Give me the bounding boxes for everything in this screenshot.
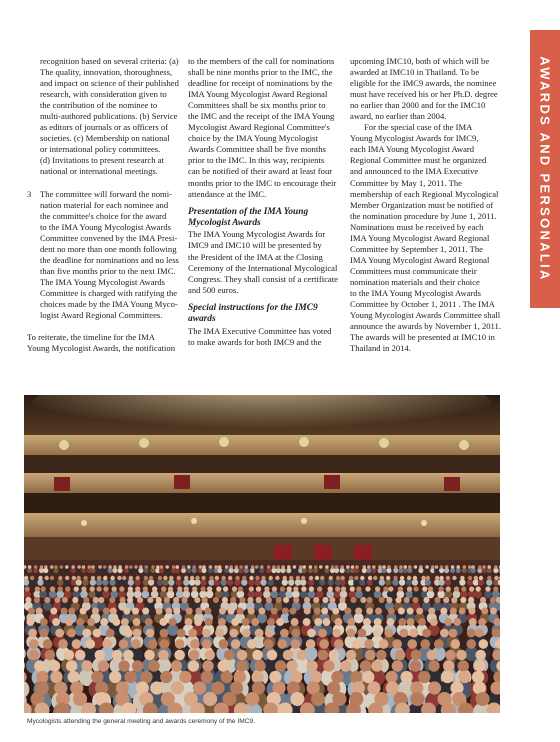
text-line: Congress. They shall consist of a certificate [188, 273, 338, 284]
text-line: Committees must communicate their [350, 265, 477, 276]
text-line: months prior to the IMC to encourage their [188, 177, 337, 188]
photo-caption: Mycologists attending the general meeting and awards ceremony of the IMC9. [27, 718, 255, 725]
numbered-item-3 [27, 189, 179, 322]
text-line: and announced to the IMA Executive [350, 166, 479, 177]
text-line: Regional Committee must be organized [350, 155, 487, 166]
text-line: nation material for each nominee and [40, 199, 169, 210]
text-line: awarded at IMC10 in Thailand. To be [350, 67, 480, 78]
text-line: deadline for receipt of nominations by the [188, 78, 333, 89]
text-line: or international policy committees. [40, 144, 161, 155]
text-line: IMA Young Mycologist Award Regional [188, 89, 328, 100]
text-line: Committee convened by the IMA Presi- [40, 232, 178, 243]
heading-line: awards [188, 314, 216, 325]
text-line: and impact on science of their published [40, 78, 179, 89]
text-line: nomination materials and their choice [350, 276, 480, 287]
text-line: Nominations must be received by each [350, 221, 484, 232]
text-line: Committee by May 1, 2011. The [350, 177, 462, 188]
text-line: Young Mycologist Awards, the notification [27, 343, 176, 354]
text-line: IMA Young Mycologist Award Regional [350, 254, 490, 265]
heading-line: Presentation of the IMA Young [188, 206, 309, 217]
text-line: to the IMA Young Mycologist Awards [40, 221, 171, 232]
text-line: Committee by October 1, 2011 . The IMA [350, 299, 495, 310]
text-line: the nomination procedure by June 1, 2011. [350, 210, 497, 221]
text-line: can be notified of their award at least four [188, 166, 333, 177]
text-line: IMC9 and IMC10 will be presented by [188, 240, 322, 251]
text-line: the contribution of the nominee to [40, 100, 158, 111]
text-line: award, no earlier than 2004. [350, 111, 447, 122]
text-line: prior to the IMC. In this way, recipients [188, 155, 325, 166]
text-line: Committees shall be six months prior to [188, 100, 326, 111]
text-line: choice by the IMA Young Mycologist [188, 133, 318, 144]
text-line: must have received his or her Ph.D. degree [350, 89, 498, 100]
text-line: Committee by September 1, 2011. The [350, 243, 483, 254]
text-line: Committee is charged with ratifying the [40, 287, 178, 298]
text-line: national or international meetings. [40, 166, 158, 177]
text-line: the President of the IMA at the Closing [188, 251, 323, 262]
text-line: to the members of the call for nominations [188, 56, 335, 66]
section-tab-label: AWARDS AND PERSONALIA [537, 56, 553, 282]
text-line: Mycologist Award Regional Committee's [188, 122, 330, 133]
text-line: The IMA Young Mycologist Awards for [188, 229, 326, 240]
text-line: each IMA Young Mycologist Award [350, 144, 475, 155]
text-line: recognition based on several criteria: (a) [40, 56, 179, 66]
heading-line: Special instructions for the IMC9 [188, 302, 318, 313]
text-line: The IMA Young Mycologist Awards [40, 276, 166, 287]
text-line: eligible for the IMC9 awards, the nominee [350, 78, 497, 89]
text-line: as editors of journals or as officers of [40, 122, 168, 133]
text-column-2 [188, 56, 340, 348]
text-line: the IMC and the receipt of the IMA Young [188, 111, 335, 122]
text-line: The quality, innovation, thoroughness, [40, 67, 173, 78]
text-line: Young Mycologist Awards for IMC9, [350, 133, 479, 144]
heading-line: Mycologist Awards [188, 218, 261, 229]
auditorium-illustration [24, 395, 500, 713]
text-line: no earlier than 2000 and for the IMC10 [350, 100, 486, 111]
text-line: attendance at the IMC. [188, 188, 267, 199]
text-line: Thailand in 2014. [350, 343, 411, 354]
text-line: IMA Young Mycologist Award Regional [350, 232, 490, 243]
text-line: The awards will be presented at IMC10 in [350, 332, 495, 343]
text-line: To reiterate, the timeline for the IMA [27, 332, 156, 343]
section-tab [530, 30, 560, 308]
text-line: The committee will forward the nomi- [40, 188, 172, 199]
text-line: announce the awards by November 1, 2011. [350, 321, 501, 332]
text-line: the committee's choice for the award [40, 210, 167, 221]
auditorium-photo [24, 395, 500, 713]
text-line: societies. (c) Membership on national [40, 133, 170, 144]
text-line: Awards Committee shall be five months [188, 144, 326, 155]
text-line: shall be nine months prior to the IMC, the [188, 67, 333, 78]
text-line: research, with consideration given to [40, 89, 167, 100]
text-line: logist Award Regional Committees. [40, 310, 163, 321]
text-column-1 [27, 56, 179, 354]
text-line: upcoming IMC10, both of which will be [350, 56, 490, 66]
text-line: dent no more than one month following [40, 243, 177, 254]
text-line: For the special case of the IMA [364, 122, 473, 133]
text-line: than five months prior to the next IMC. [40, 265, 176, 276]
text-line: Young Mycologist Awards Committee shall [350, 310, 501, 321]
text-line: to make awards for both IMC9 and the [188, 336, 322, 347]
text-line: and 500 euros. [188, 284, 239, 295]
text-line: Member Organization must be notified of [350, 199, 494, 210]
text-line: the deadline for nominations and no less [40, 254, 179, 265]
text-line: multi-authored publications. (b) Service [40, 111, 178, 122]
section-heading-presentation [188, 207, 340, 230]
section-heading-special-instructions [188, 303, 340, 326]
text-line: The IMA Executive Committee has voted [188, 325, 332, 336]
text-column-3 [350, 56, 506, 354]
text-line: to the IMA Young Mycologist Awards [350, 287, 481, 298]
text-line: (d) Invitations to present research at [40, 155, 164, 166]
text-line: Ceremony of the International Mycological [188, 262, 338, 273]
criteria-paragraph [27, 56, 179, 178]
text-line: membership of each Regional Mycological [350, 188, 499, 199]
item-number: 3 [27, 188, 32, 199]
text-line: choices made by the IMA Young Myco- [40, 298, 178, 309]
